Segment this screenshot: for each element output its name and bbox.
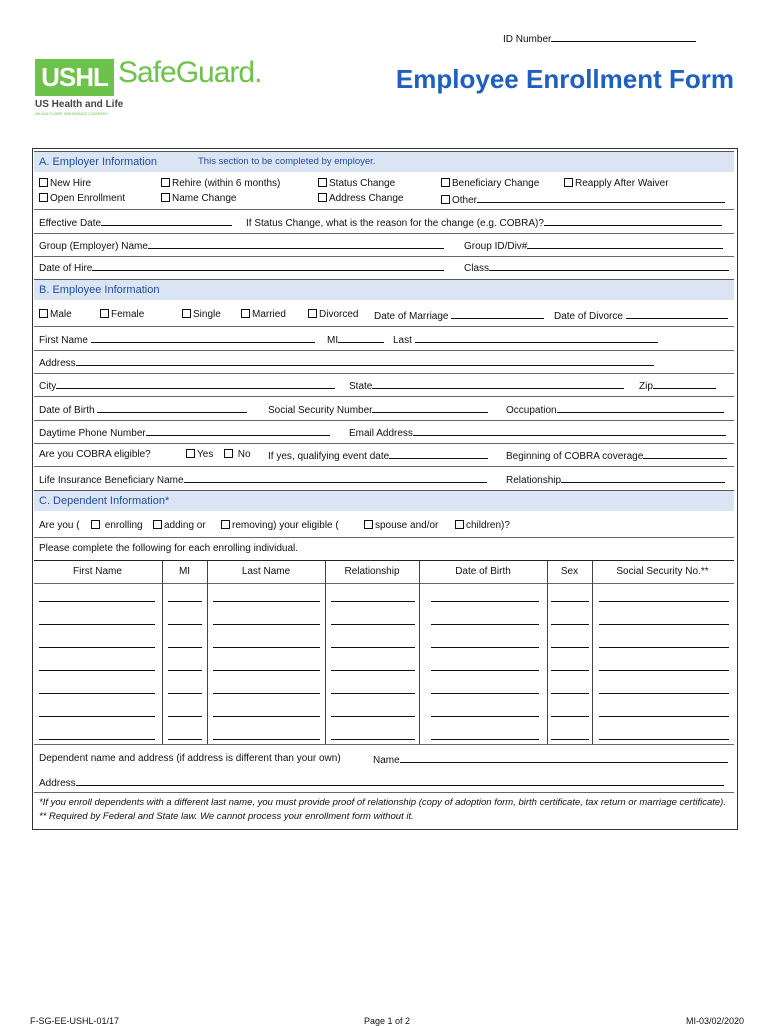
class-field[interactable]: Class [464, 261, 729, 274]
checkbox-open-enrollment[interactable]: Open Enrollment [39, 193, 125, 204]
logo-subtitle: US Health and Life [35, 99, 124, 110]
column-divider [325, 561, 326, 744]
group-name-field[interactable]: Group (Employer) Name [39, 239, 444, 252]
page-number: Page 1 of 2 [364, 1016, 411, 1026]
dependent-cell-input[interactable] [551, 615, 589, 625]
dependent-cell-input[interactable] [168, 730, 202, 740]
dependent-cell-input[interactable] [168, 592, 202, 602]
checkbox-icon [241, 309, 250, 318]
column-divider [547, 561, 548, 744]
occupation-field[interactable]: Occupation [506, 403, 724, 416]
dependent-cell-input[interactable] [331, 684, 415, 694]
dependent-cell-input[interactable] [431, 615, 539, 625]
cobra-beginning-field[interactable]: Beginning of COBRA coverage [506, 449, 727, 462]
checkbox-married[interactable]: Married [241, 309, 286, 320]
dependent-cell-input[interactable] [431, 638, 539, 648]
checkbox-children[interactable]: children)? [455, 520, 510, 531]
are-you-label: Are you ( [39, 520, 80, 531]
checkbox-beneficiary-change[interactable]: Beneficiary Change [441, 178, 539, 189]
checkbox-icon [91, 520, 100, 529]
col-ssn: Social Security No.** [616, 566, 709, 577]
dependent-cell-input[interactable] [599, 615, 729, 625]
dependent-cell-input[interactable] [551, 707, 589, 717]
relationship-field[interactable]: Relationship [506, 473, 725, 486]
dependent-cell-input[interactable] [431, 661, 539, 671]
checkbox-enrolling[interactable]: enrolling [91, 520, 143, 531]
dependent-cell-input[interactable] [599, 684, 729, 694]
checkbox-icon [364, 520, 373, 529]
dependent-cell-input[interactable] [168, 615, 202, 625]
divider [34, 256, 734, 257]
checkbox-female[interactable]: Female [100, 309, 144, 320]
dependent-cell-input[interactable] [551, 592, 589, 602]
dependent-cell-input[interactable] [168, 661, 202, 671]
safeguard-logo: SafeGuard. [118, 56, 262, 89]
dependent-cell-input[interactable] [168, 707, 202, 717]
divider [34, 209, 734, 210]
checkbox-icon [221, 520, 230, 529]
last-name-field[interactable]: Last [393, 333, 658, 346]
cobra-eligible-label: Are you COBRA eligible? [39, 449, 151, 460]
form-code: F-SG-EE-USHL-01/17 [30, 1016, 120, 1026]
divider [34, 420, 734, 421]
column-divider [419, 561, 420, 744]
dependent-cell-input[interactable] [599, 730, 729, 740]
checkbox-icon [308, 309, 317, 318]
logo-tagline: AN AULTCARE INSURANCE COMPANY [35, 111, 109, 116]
checkbox-reapply-after-waiver[interactable]: Reapply After Waiver [564, 178, 669, 189]
dependent-cell-input[interactable] [599, 592, 729, 602]
date-of-divorce-field[interactable]: Date of Divorce [554, 309, 728, 322]
column-divider [207, 561, 208, 744]
dependent-cell-input[interactable] [551, 684, 589, 694]
col-mi: MI [178, 566, 191, 577]
id-number-field[interactable] [503, 32, 696, 45]
dependent-cell-input[interactable] [39, 592, 155, 602]
checkbox-icon [39, 193, 48, 202]
divider [34, 466, 734, 467]
ushl-logo: USHL [35, 59, 114, 96]
col-date-of-birth: Date of Birth [455, 566, 511, 577]
dependent-name-field[interactable]: Name [373, 753, 728, 766]
dependent-address-field[interactable]: Address [39, 776, 724, 789]
dependent-cell-input[interactable] [551, 730, 589, 740]
col-sex: Sex [560, 566, 579, 577]
dependent-cell-input[interactable] [39, 615, 155, 625]
revision-date: MI-03/02/2020 [685, 1016, 744, 1026]
dependent-cell-input[interactable] [431, 592, 539, 602]
section-a-header [34, 151, 734, 172]
dependent-cell-input[interactable] [168, 638, 202, 648]
divider [34, 443, 734, 444]
dependent-cell-input[interactable] [39, 638, 155, 648]
checkbox-icon [224, 449, 233, 458]
checkbox-icon [564, 178, 573, 187]
footnote: *If you enroll dependents with a different last name, you must provide proof of relationship (copy of adoption form, birth certificate, tax return or marriage certificate). ** Required by Federal and State law. We cannot process your enrollment form without it. [39, 797, 726, 822]
page-title: Employee Enrollment Form [395, 64, 734, 94]
checkbox-other[interactable]: Other [441, 193, 725, 206]
effective-date-field[interactable]: Effective Date [39, 216, 232, 229]
col-last-name: Last Name [241, 566, 291, 577]
first-name-field[interactable]: First Name [39, 333, 315, 346]
dependent-cell-input[interactable] [599, 661, 729, 671]
checkbox-male[interactable]: Male [39, 309, 72, 320]
dependent-cell-input[interactable] [599, 707, 729, 717]
dependent-cell-input[interactable] [39, 661, 155, 671]
section-c-title: C. Dependent Information* [39, 495, 170, 507]
col-relationship: Relationship [344, 566, 400, 577]
checkbox-icon [186, 449, 195, 458]
dependent-cell-input[interactable] [431, 730, 539, 740]
checkbox-spouse[interactable]: spouse and/or [364, 520, 438, 531]
dependent-cell-input[interactable] [213, 638, 320, 648]
id-number-label: ID Number [503, 34, 552, 45]
city-field[interactable]: City [39, 379, 335, 392]
dependent-cell-input[interactable] [213, 615, 320, 625]
checkbox-icon [318, 193, 327, 202]
dependent-cell-input[interactable] [331, 638, 415, 648]
checkbox-rehire[interactable]: Rehire (within 6 months) [161, 178, 280, 189]
divider [34, 396, 734, 397]
table-header-border [34, 583, 734, 584]
qualifying-event-date-field[interactable]: If yes, qualifying event date [268, 449, 488, 462]
ssn-field[interactable]: Social Security Number [268, 403, 488, 416]
dependent-cell-input[interactable] [39, 684, 155, 694]
section-a-note: This section to be completed by employer. [198, 156, 376, 167]
divider [34, 537, 734, 538]
checkbox-icon [441, 195, 450, 204]
dependent-cell-input[interactable] [331, 661, 415, 671]
checkbox-new-hire[interactable]: New Hire [39, 178, 91, 189]
checkbox-icon [455, 520, 464, 529]
section-b-header [34, 279, 734, 300]
checkbox-cobra-yes[interactable]: Yes [186, 449, 213, 460]
section-c-header [34, 490, 734, 511]
mi-field[interactable]: MI [327, 333, 384, 346]
dependent-cell-input[interactable] [331, 707, 415, 717]
table-bottom-border [34, 744, 734, 745]
checkbox-adding[interactable]: adding or [153, 520, 206, 531]
email-field[interactable]: Email Address [349, 426, 726, 439]
divider [34, 373, 734, 374]
zip-field[interactable]: Zip [639, 379, 716, 392]
dependent-cell-input[interactable] [551, 638, 589, 648]
dependent-cell-input[interactable] [213, 730, 320, 740]
checkbox-icon [100, 309, 109, 318]
dependent-cell-input[interactable] [331, 615, 415, 625]
checkbox-address-change[interactable]: Address Change [318, 193, 404, 204]
date-of-hire-field[interactable]: Date of Hire [39, 261, 444, 274]
dependent-cell-input[interactable] [213, 661, 320, 671]
checkbox-icon [441, 178, 450, 187]
date-of-birth-field[interactable]: Date of Birth [39, 403, 247, 416]
checkbox-cobra-no[interactable]: No [224, 449, 251, 460]
dependent-address-question: Dependent name and address (if address is different than your own) [39, 753, 341, 764]
please-complete-label: Please complete the following for each enrolling individual. [39, 543, 299, 554]
divider [34, 792, 734, 793]
address-field[interactable]: Address [39, 356, 654, 369]
dependent-cell-input[interactable] [213, 592, 320, 602]
checkbox-icon [153, 520, 162, 529]
checkbox-icon [39, 178, 48, 187]
section-b-title: B. Employee Information [39, 284, 160, 296]
dependent-cell-input[interactable] [599, 638, 729, 648]
date-of-marriage-field[interactable]: Date of Marriage [374, 309, 544, 322]
divider [34, 350, 734, 351]
checkbox-divorced[interactable]: Divorced [308, 309, 358, 320]
dependent-cell-input[interactable] [331, 592, 415, 602]
column-divider [162, 561, 163, 744]
divider [34, 233, 734, 234]
dependent-cell-input[interactable] [331, 730, 415, 740]
dependent-cell-input[interactable] [431, 707, 539, 717]
beneficiary-name-field[interactable]: Life Insurance Beneficiary Name [39, 473, 487, 486]
state-field[interactable]: State [349, 379, 624, 392]
dependent-cell-input[interactable] [39, 707, 155, 717]
checkbox-icon [182, 309, 191, 318]
section-a-title: A. Employer Information [39, 156, 157, 168]
checkbox-icon [161, 178, 170, 187]
checkbox-single[interactable]: Single [182, 309, 221, 320]
checkbox-name-change[interactable]: Name Change [161, 193, 236, 204]
dependent-cell-input[interactable] [431, 684, 539, 694]
status-reason-field[interactable]: If Status Change, what is the reason for the change (e.g. COBRA)? [246, 216, 722, 229]
dependent-cell-input[interactable] [213, 707, 320, 717]
checkbox-status-change[interactable]: Status Change [318, 178, 395, 189]
dependent-cell-input[interactable] [213, 684, 320, 694]
col-first-name: First Name [73, 566, 122, 577]
checkbox-icon [39, 309, 48, 318]
checkbox-icon [161, 193, 170, 202]
checkbox-removing[interactable]: removing) your eligible ( [221, 520, 339, 531]
daytime-phone-field[interactable]: Daytime Phone Number [39, 426, 330, 439]
column-divider [592, 561, 593, 744]
dependent-cell-input[interactable] [168, 684, 202, 694]
dependent-cell-input[interactable] [551, 661, 589, 671]
checkbox-icon [318, 178, 327, 187]
divider [34, 326, 734, 327]
group-id-field[interactable]: Group ID/Div# [464, 239, 723, 252]
dependent-cell-input[interactable] [39, 730, 155, 740]
